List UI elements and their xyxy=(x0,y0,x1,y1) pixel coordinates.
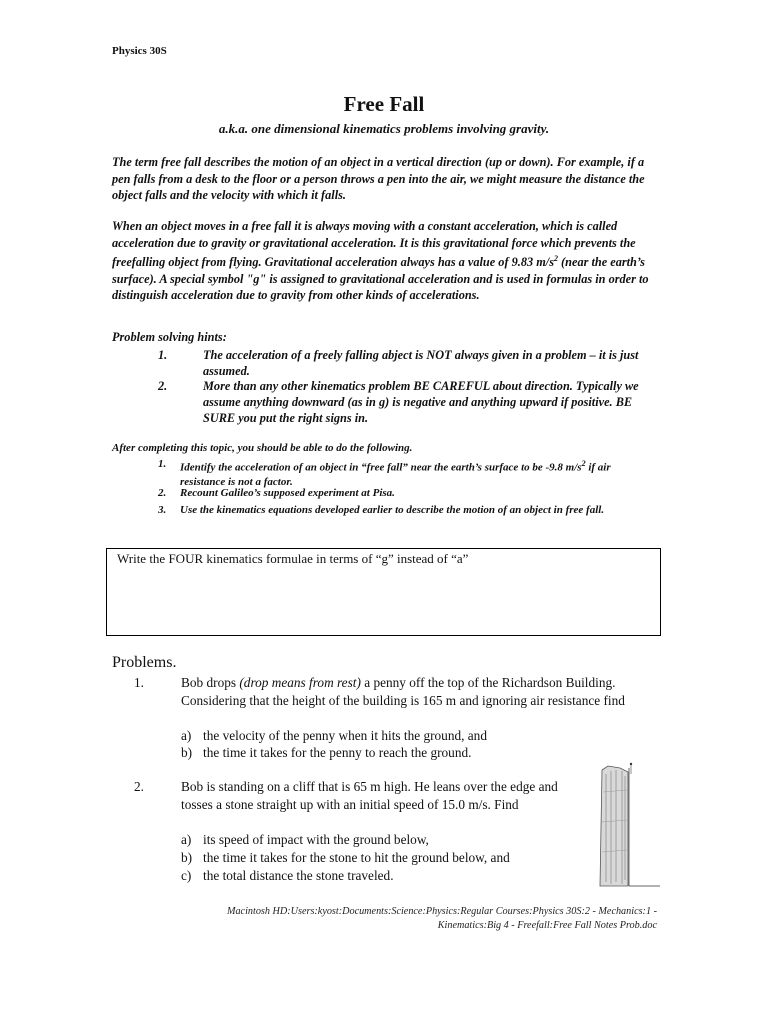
part-letter: a) xyxy=(181,832,192,847)
hint-number: 1. xyxy=(158,348,168,362)
part-text: its speed of impact with the ground below, xyxy=(203,832,429,847)
part-letter: c) xyxy=(181,868,192,883)
objective-number: 3. xyxy=(158,504,167,516)
acceleration-paragraph xyxy=(112,218,657,304)
part-text: the velocity of the penny when it hits the ground, and xyxy=(203,728,487,743)
objectives-heading: After completing this topic, you should be able to do the following. xyxy=(112,442,413,454)
problem-number: 2. xyxy=(134,779,144,794)
problem-text-emphasis: (drop means from rest) xyxy=(239,675,361,690)
formula-box xyxy=(106,548,661,636)
footer-line-2: Kinematics:Big 4 - Freefall:Free Fall Notes Prob.doc xyxy=(437,920,657,931)
objective-text: Recount Galileo’s supposed experiment at Pisa. xyxy=(180,487,395,499)
problem-number: 1. xyxy=(134,675,144,690)
part-letter: a) xyxy=(181,728,192,743)
problem-text xyxy=(181,674,656,709)
problem-text-b: a penny off the top of the Richardson Building. Considering that the height of the building is 165 m and ignoring air resistance find xyxy=(181,675,625,708)
objective-number: 1. xyxy=(158,458,167,470)
formula-prompt: Write the FOUR kinematics formulae in terms of “g” instead of “a” xyxy=(117,551,469,566)
cliff-illustration xyxy=(598,762,662,890)
acceleration-text-b: (near the earth’s surface). A special symbol "g" is assigned to gravitational acceleration and is used in formulas in order to distinguish acceleration due to gravity from other kinds of accelerations. xyxy=(112,255,649,303)
objective-number: 2. xyxy=(158,487,167,499)
hint-text: More than any other kinematics problem BE CAREFUL about direction. Typically we assume anything downward (as in g) is negative and anything upward if positive. BE SURE you put the right signs in. xyxy=(203,379,639,425)
page-subtitle: a.k.a. one dimensional kinematics problems involving gravity. xyxy=(218,121,550,136)
problem-text-a: Bob drops xyxy=(181,675,240,690)
problem-text: Bob is standing on a cliff that is 65 m high. He leans over the edge and tosses a stone straight up with an initial speed of 15.0 m/s. Find xyxy=(181,779,558,812)
acceleration-text-a: When an object moves in a free fall it is always moving with a constant acceleration, which is called acceleration due to gravity or gravitational acceleration. It is this gravitational force which prevents the freefalling object from flying. Gravitational acceleration always has a value of 9.83 m/s xyxy=(112,219,636,270)
objective-text: Use the kinematics equations developed earlier to describe the motion of an object in free fall. xyxy=(180,504,605,516)
hints-heading: Problem solving hints: xyxy=(112,330,227,344)
course-header: Physics 30S xyxy=(112,45,167,57)
hint-text: The acceleration of a freely falling abject is NOT always given in a problem – it is just assumed. xyxy=(203,348,639,378)
part-text: the time it takes for the penny to reach the ground. xyxy=(203,745,472,760)
objective-superscript: 2 xyxy=(581,459,586,468)
objective-text-b: if air resistance is not a factor. xyxy=(180,461,611,489)
file-path-footer xyxy=(160,905,657,933)
part-letter: b) xyxy=(181,850,193,865)
part-text: the time it takes for the stone to hit the ground below, and xyxy=(203,850,510,865)
page-title: Free Fall xyxy=(343,92,425,116)
objective-text-a: Identify the acceleration of an object in “free fall” near the earth’s surface to be -9.8 m/s xyxy=(180,461,582,474)
footer-line-1: Macintosh HD:Users:kyost:Documents:Science:Physics:Regular Courses:Physics 30S:2 - Mechanics:1 - xyxy=(226,906,657,917)
intro-paragraph: The term free fall describes the motion of an object in a vertical direction (up or down). For example, if a pen falls from a desk to the floor or a person throws a pen into the air, we might measure the distance the object falls and the velocity with which it falls. xyxy=(112,155,645,202)
part-letter: b) xyxy=(181,745,193,760)
objective-text xyxy=(180,457,655,490)
hint-number: 2. xyxy=(158,379,168,393)
part-text: the total distance the stone traveled. xyxy=(203,868,394,883)
problems-heading: Problems. xyxy=(112,654,177,671)
acceleration-superscript: 2 xyxy=(553,254,558,263)
